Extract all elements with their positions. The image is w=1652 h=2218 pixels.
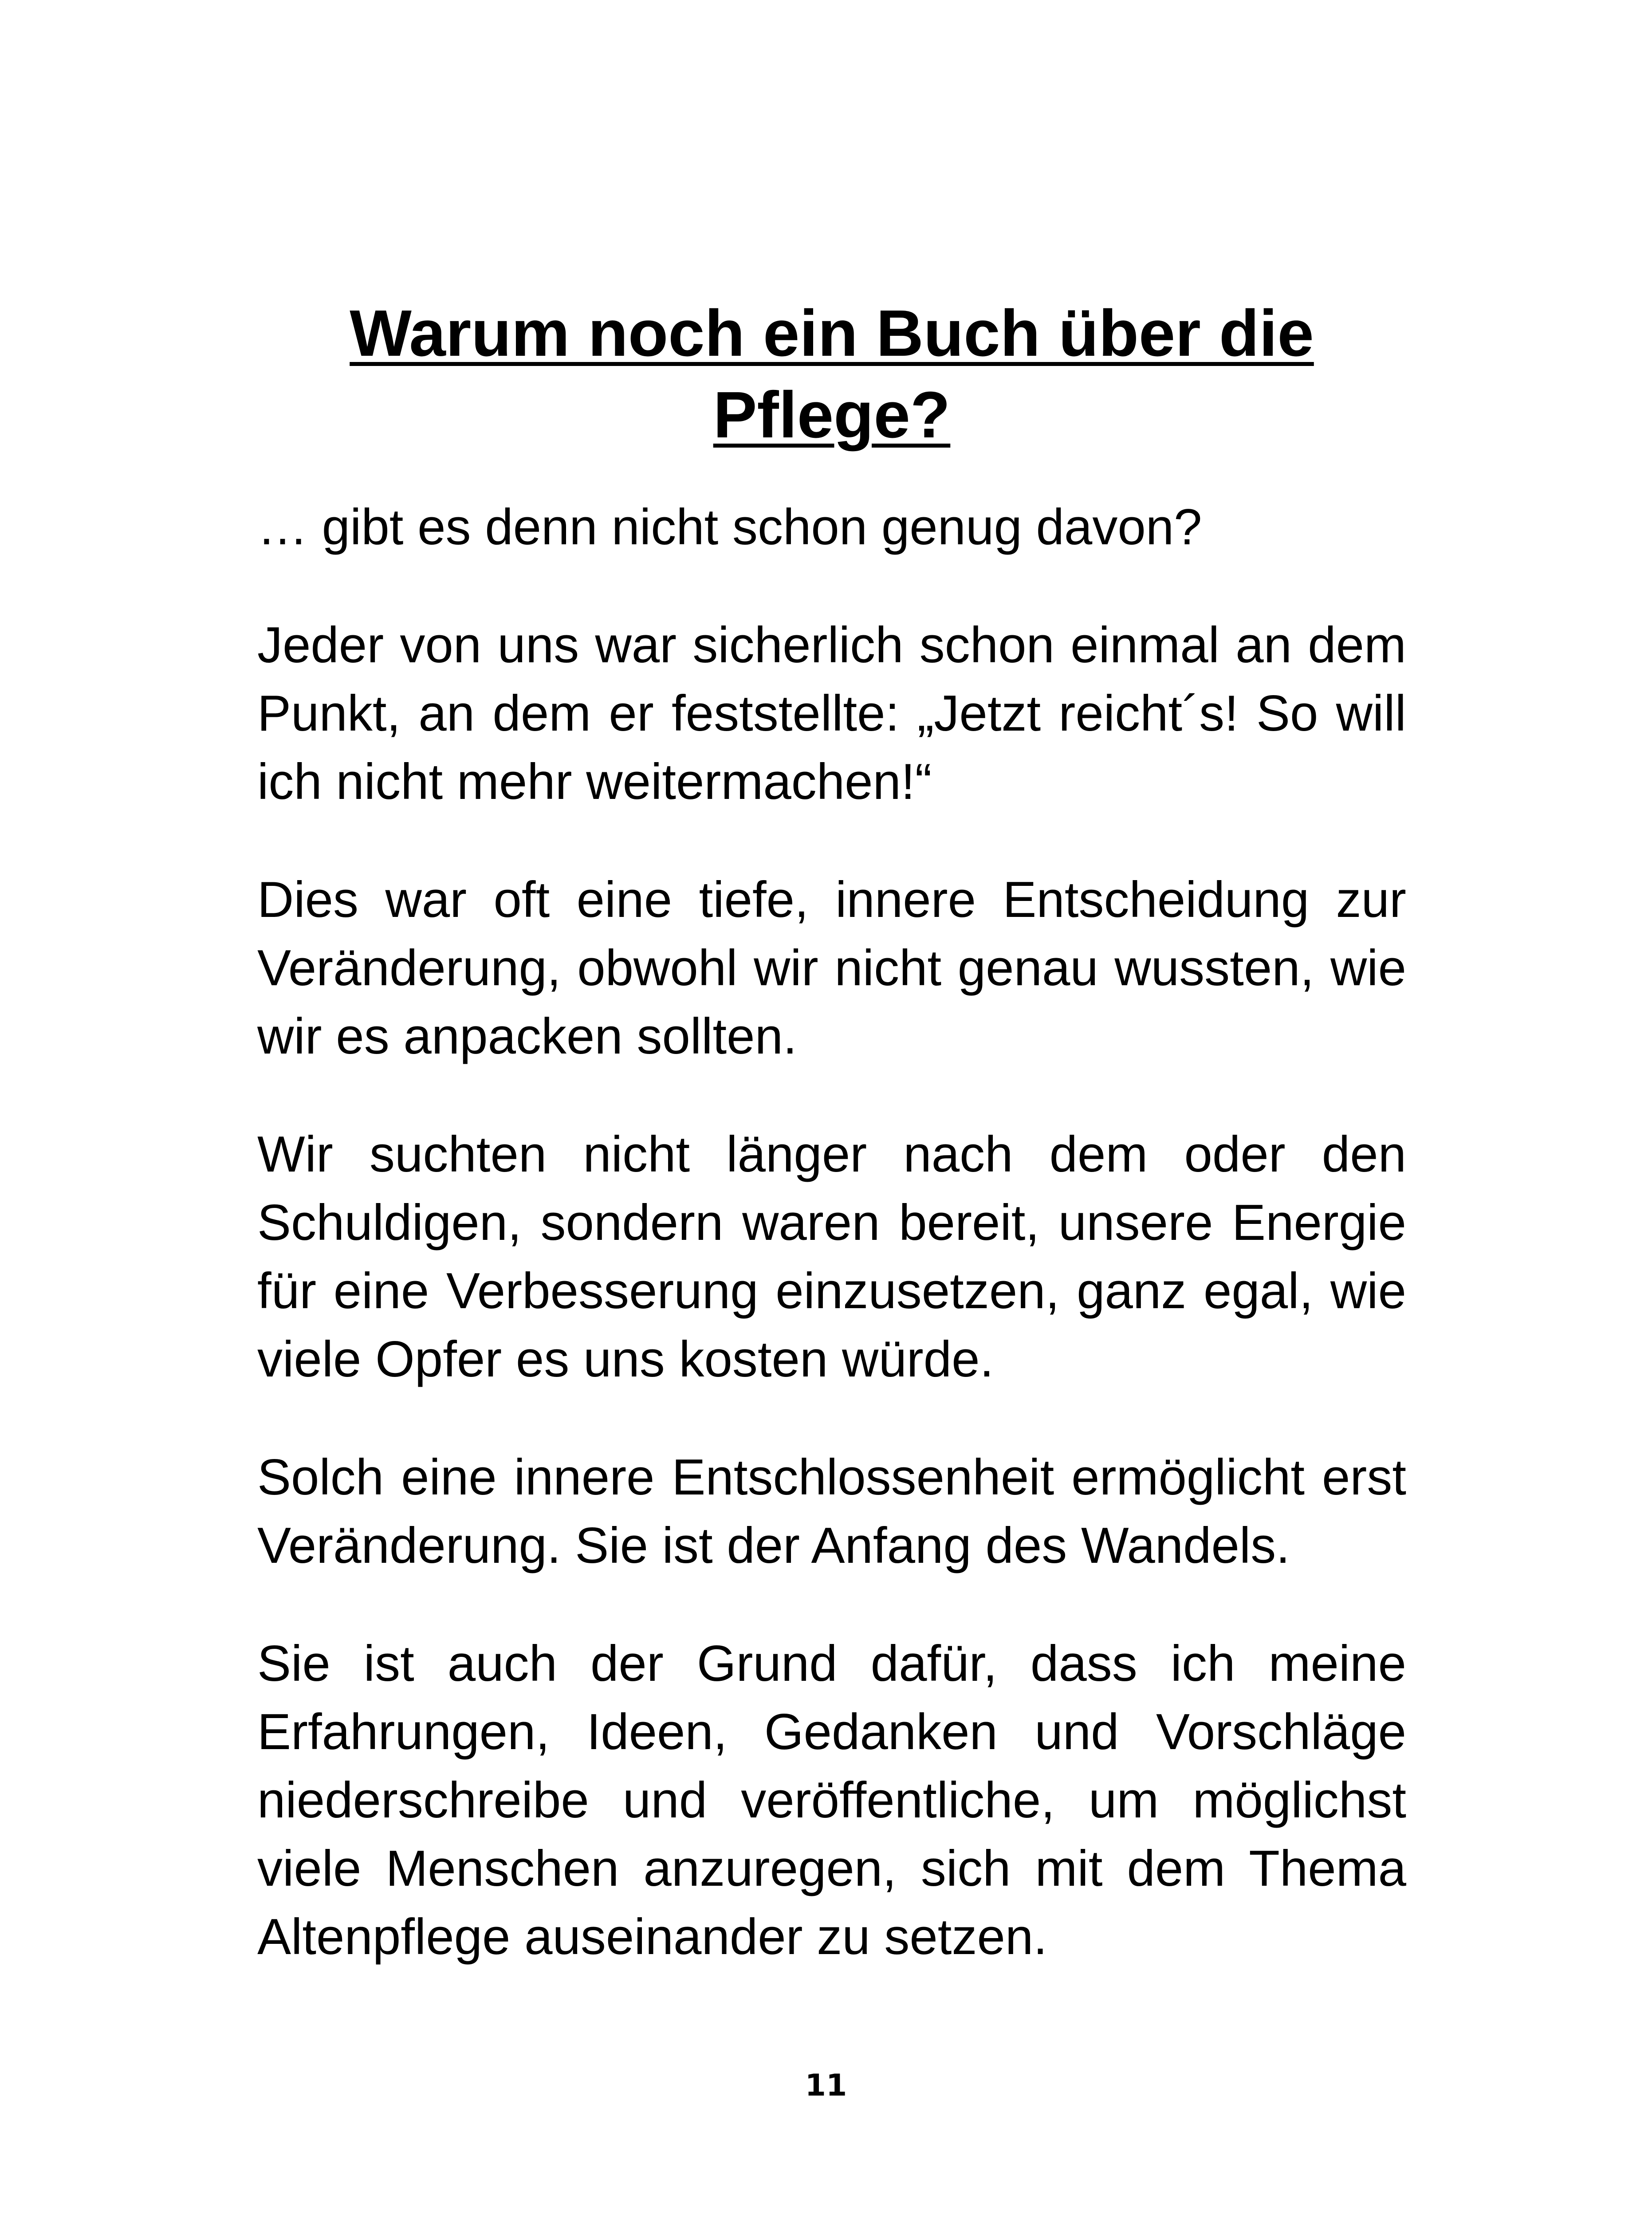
page-number: 11 [805,2068,847,2103]
paragraph-2: Jeder von uns war sicherlich schon einmal an dem Punkt, an dem er feststellte: „Jetzt reicht´s! So will ich nicht mehr weitermachen!“ [257,617,1406,810]
paragraph-4: Wir suchten nicht länger nach dem oder den Schuldigen, sondern waren bereit, unsere Energie für eine Verbesserung einzusetzen, ganz egal, wie viele Opfer es uns kosten würde. [257,1126,1406,1388]
paragraph-5: Solch eine innere Entschlossenheit ermöglicht erst Veränderung. Sie ist der Anfang des Wandels. [257,1449,1406,1574]
paragraph-6: Sie ist auch der Grund dafür, dass ich meine Erfahrungen, Ideen, Gedanken und Vorschläge niederschreibe und veröffentliche, um möglichst viele Menschen anzuregen, sich mit dem Thema Altenpflege auseinander zu setzen. [257,1636,1406,1965]
paragraph-3: Dies war oft eine tiefe, innere Entscheidung zur Veränderung, obwohl wir nicht genau wussten, wie wir es anpacken sollten. [257,872,1406,1065]
page-title: Warum noch ein Buch über die Pflege? [350,297,1314,452]
paragraph-1: … gibt es denn nicht schon genug davon? [257,499,1202,555]
body-text [257,493,1406,1971]
